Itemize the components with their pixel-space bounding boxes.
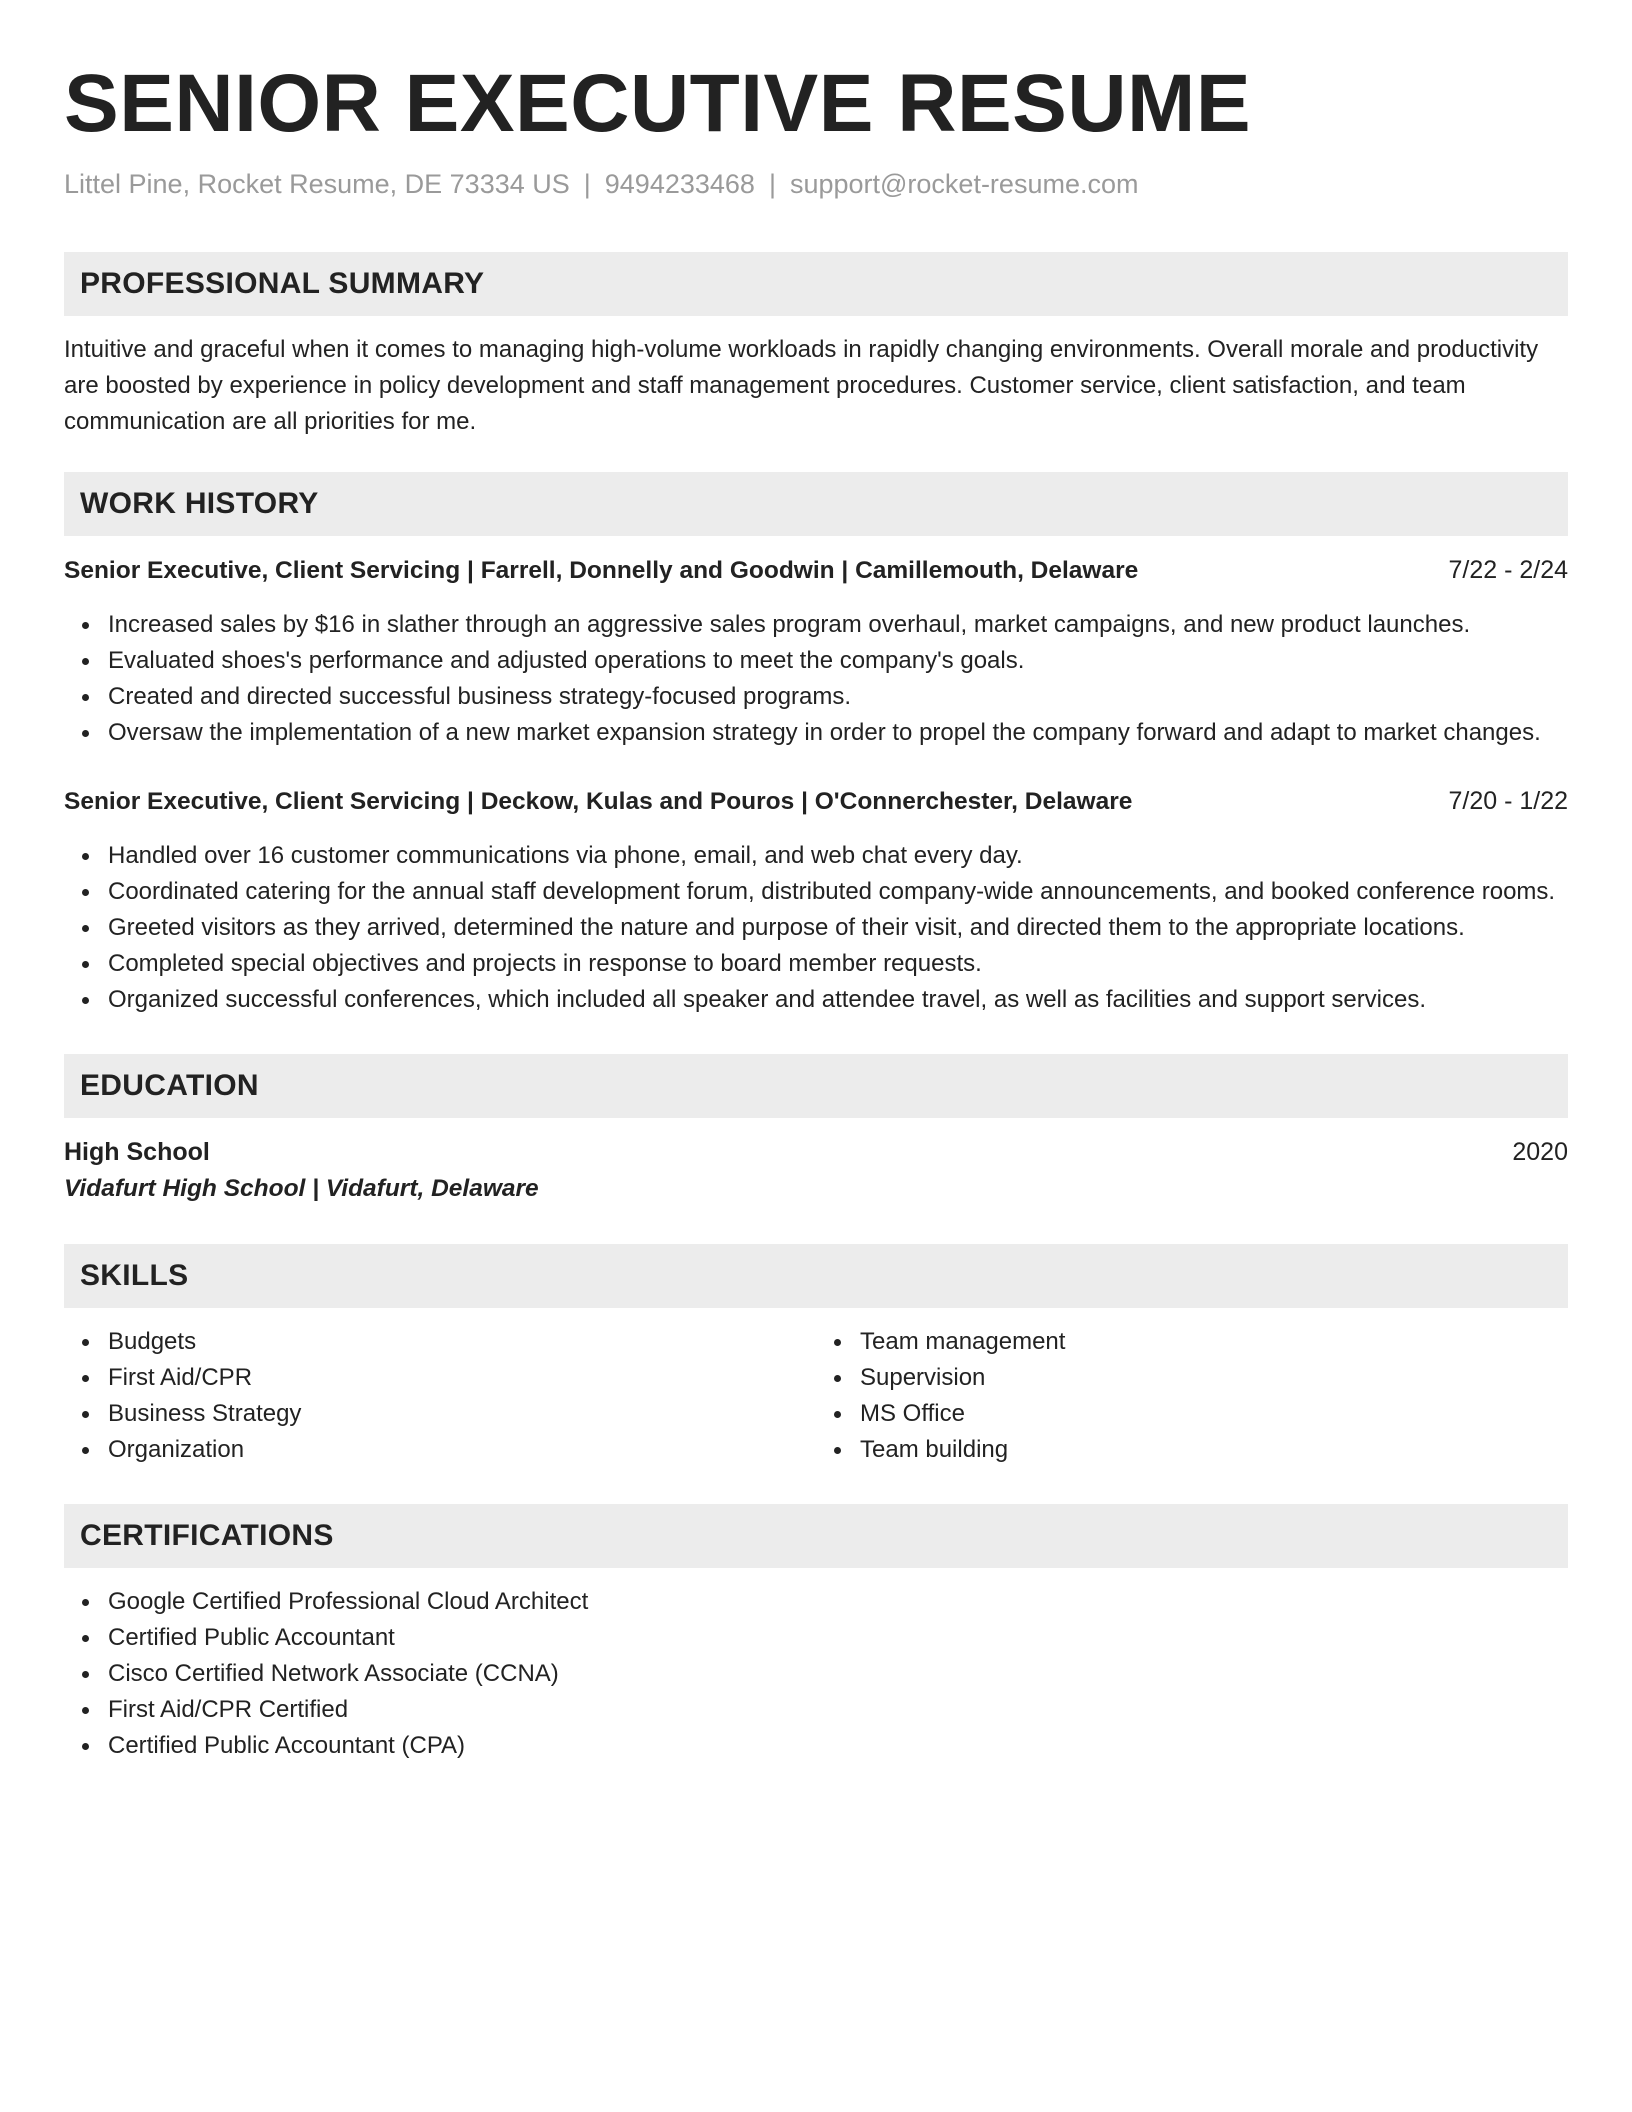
section-header-skills: SKILLS [64,1244,1568,1308]
certification-item: Cisco Certified Network Associate (CCNA) [108,1656,1568,1692]
job-dates: 7/22 - 2/24 [1448,556,1568,584]
skill-item: Budgets [108,1324,816,1360]
job-bullet: Created and directed successful business strategy-focused programs. [108,679,1568,715]
section-header-summary: PROFESSIONAL SUMMARY [64,252,1568,316]
section-header-education: EDUCATION [64,1054,1568,1118]
skill-item: Organization [108,1432,816,1468]
certification-item: Google Certified Professional Cloud Architect [108,1584,1568,1620]
skills-grid [64,1308,1568,1468]
contact-email: support@rocket-resume.com [789,169,1139,199]
education-school: Vidafurt High School | Vidafurt, Delaware [64,1175,539,1202]
contact-address: Littel Pine, Rocket Resume, DE 73334 US [64,169,570,199]
job-dates: 7/20 - 1/22 [1448,787,1568,815]
skills-column-right [816,1308,1568,1468]
job-entry [64,552,1568,751]
job-bullet: Completed special objectives and projects in response to board member requests. [108,946,1568,982]
job-bullet: Increased sales by $16 in slather through an aggressive sales program overhaul, market campaigns, and new product launches. [108,607,1568,643]
job-title: Senior Executive, Client Servicing | Farrell, Donnelly and Goodwin | Camillemouth, Delaware [64,557,1139,584]
certification-item: First Aid/CPR Certified [108,1692,1568,1728]
skills-list [64,1324,816,1468]
skills-column-left [64,1308,816,1468]
job-bullet-list [64,607,1568,751]
contact-separator: | [583,169,591,199]
resume-title: SENIOR EXECUTIVE RESUME [64,58,1252,149]
job-bullet: Greeted visitors as they arrived, determined the nature and purpose of their visit, and directed them to the appropriate locations. [108,910,1568,946]
skill-item: Business Strategy [108,1396,816,1432]
job-entry [64,783,1568,1018]
job-bullet: Coordinated catering for the annual staff development forum, distributed company-wide announcements, and booked conference rooms. [108,874,1568,910]
skill-item: First Aid/CPR [108,1360,816,1396]
job-header [64,552,1568,589]
skill-item: Team building [860,1432,1568,1468]
education-header [64,1134,1568,1170]
summary-text: Intuitive and graceful when it comes to managing high-volume workloads in rapidly changing environments. Overall morale and productivity are boosted by experience in policy development and staff management procedures. Customer service, client satisfaction, and team communication are all priorities for me. [64,336,1539,435]
job-bullet-list [64,838,1568,1018]
section-header-certifications: CERTIFICATIONS [64,1504,1568,1568]
education-year: 2020 [1512,1138,1568,1166]
education-degree: High School [64,1138,210,1166]
skill-item: Supervision [860,1360,1568,1396]
section-header-work-history: WORK HISTORY [64,472,1568,536]
job-bullet: Handled over 16 customer communications via phone, email, and web chat every day. [108,838,1568,874]
certification-item: Certified Public Accountant [108,1620,1568,1656]
skills-list [816,1324,1568,1468]
contact-separator: | [768,169,776,199]
certification-item: Certified Public Accountant (CPA) [108,1728,1568,1764]
job-header [64,783,1568,820]
job-bullet: Organized successful conferences, which included all speaker and attendee travel, as well as facilities and support services. [108,982,1568,1018]
job-bullet: Oversaw the implementation of a new market expansion strategy in order to propel the company forward and adapt to market changes. [108,715,1568,751]
contact-phone: 9494233468 [604,169,755,199]
contact-line [64,166,1568,202]
skill-item: MS Office [860,1396,1568,1432]
certification-list [64,1584,1568,1764]
skill-item: Team management [860,1324,1568,1360]
job-title: Senior Executive, Client Servicing | Deckow, Kulas and Pouros | O'Connerchester, Delaware [64,788,1133,815]
job-bullet: Evaluated shoes's performance and adjusted operations to meet the company's goals. [108,643,1568,679]
